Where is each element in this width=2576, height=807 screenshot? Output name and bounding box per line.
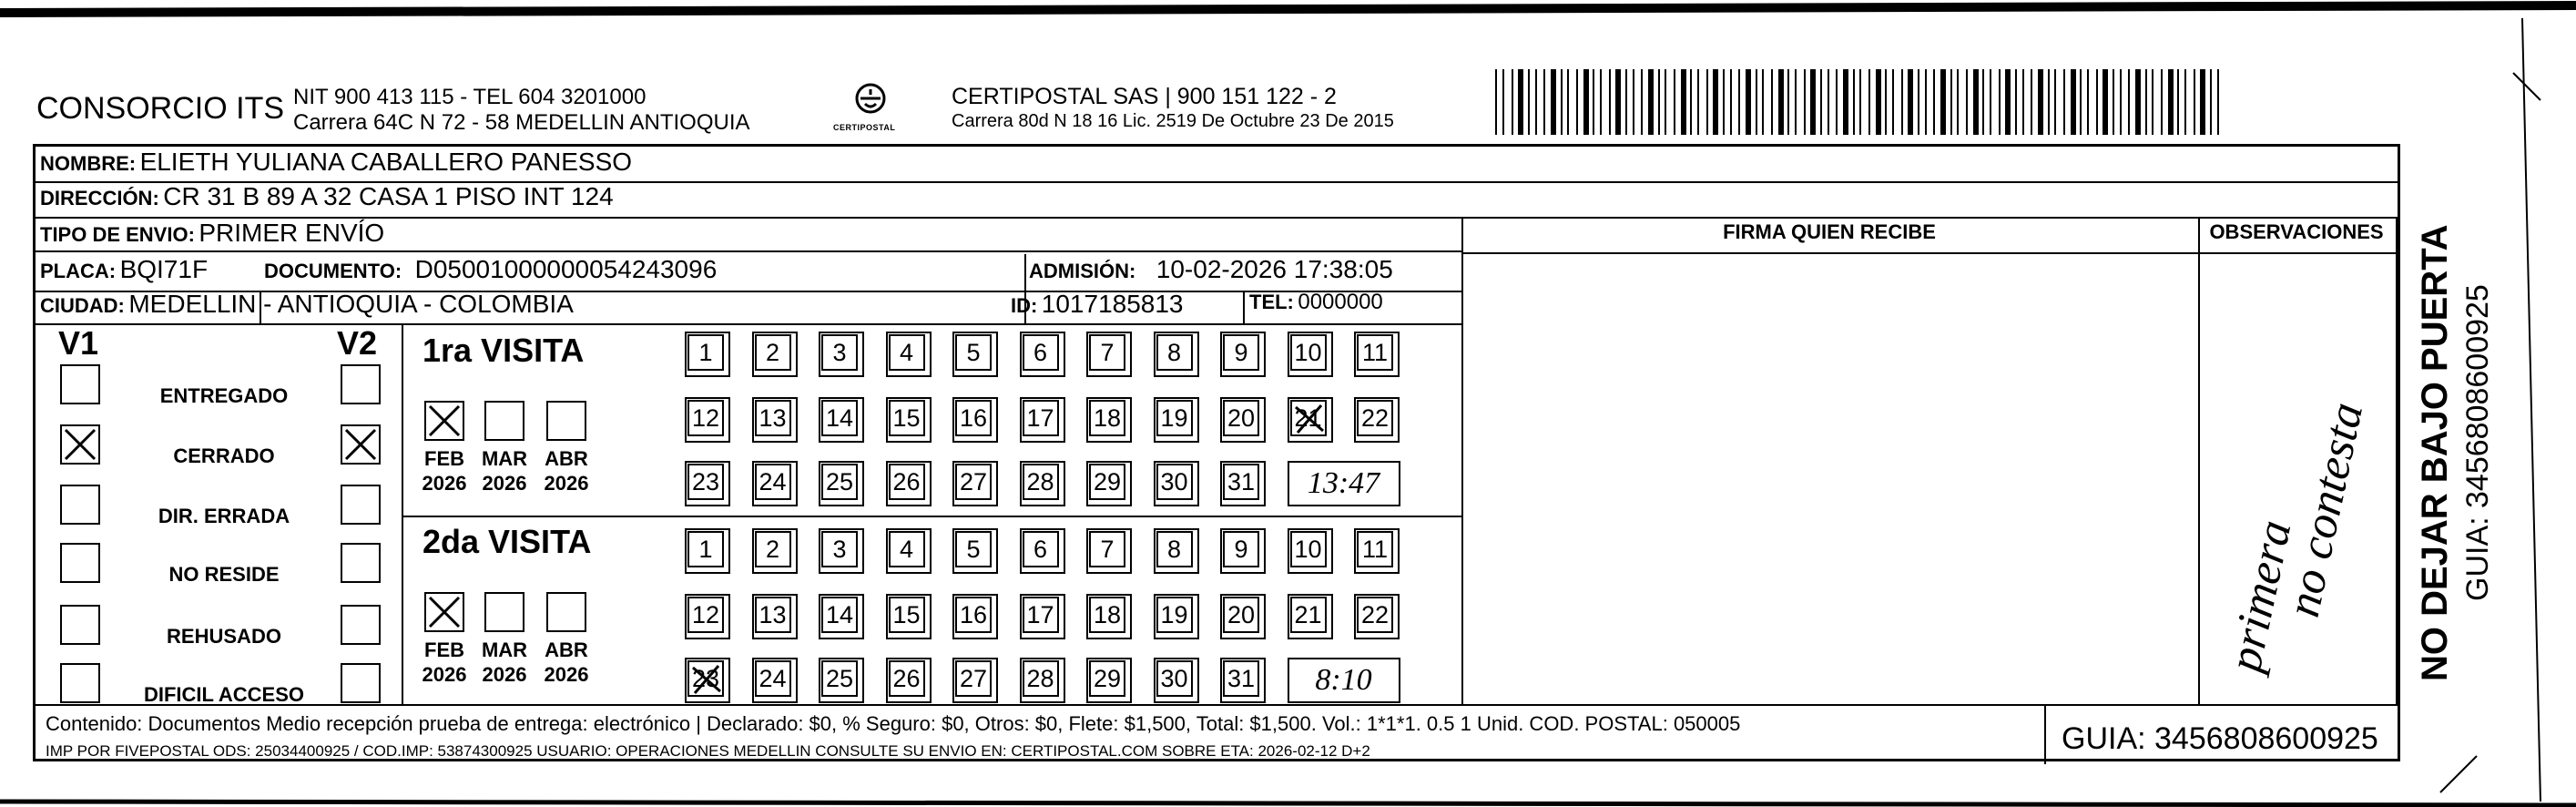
day-checkbox[interactable]: 15 — [889, 400, 925, 436]
day-checkbox[interactable]: 6 — [1023, 334, 1059, 371]
day-checkbox[interactable]: 13 — [755, 597, 791, 633]
status-label: NO RESIDE — [168, 563, 280, 586]
handwritten-observation-1: primera — [2218, 516, 2302, 677]
second-visit-title: 2da VISITA — [423, 523, 592, 560]
month-label: ABR 2026 — [544, 638, 589, 686]
day-checkbox[interactable]: 14 — [821, 400, 858, 436]
day-checkbox[interactable]: 8 — [1156, 531, 1193, 567]
status-label: DIFICIL ACCESO — [143, 683, 304, 706]
imp-text: IMP POR FIVEPOSTAL ODS: 25034400925 / COD.IMP: 53874300925 USUARIO: OPERACIONES MEDELLIN CONSULTE SU ENVIO EN: CERTIPOSTAL.COM SOBRE ETA: 2026-02-12 D+2 — [46, 742, 1370, 760]
tel-value: 0000000 — [1298, 290, 1383, 314]
month-label: ABR 2026 — [544, 447, 589, 495]
certipostal-info: CERTIPOSTAL SAS | 900 151 122 - 2 — [952, 84, 1337, 109]
ciudad-label: CIUDAD: — [40, 294, 125, 317]
day-checkbox[interactable]: 25 — [821, 660, 858, 697]
day-checkbox[interactable]: 26 — [889, 464, 925, 500]
contenido-text: Contenido: Documentos Medio recepción prueba de entrega: electrónico | Declarado: $0, % Seguro: $0, Otros: $0, Flete: $1,500, Total: $1,500. Vol.: 1*1*1. 0.5 1 Unid. COD. POSTAL: 050005 — [46, 712, 1741, 735]
day-checkbox[interactable]: 10 — [1290, 531, 1327, 567]
day-checkbox[interactable]: 4 — [889, 334, 925, 371]
day-checkbox[interactable]: 20 — [1223, 597, 1259, 633]
day-checkbox[interactable]: 27 — [955, 464, 992, 500]
documento-value: D05001000000054243096 — [414, 255, 718, 283]
ciudad-value: MEDELLIN - ANTIOQUIA - COLOMBIA — [128, 290, 574, 318]
day-checkbox[interactable]: 5 — [955, 531, 992, 567]
day-checkbox[interactable]: 19 — [1156, 400, 1193, 436]
day-checkbox[interactable]: 1 — [687, 531, 724, 567]
day-checkbox[interactable]: 12 — [687, 597, 724, 633]
day-checkbox[interactable]: 30 — [1156, 660, 1193, 697]
day-checkbox[interactable]: 31 — [1223, 464, 1259, 500]
day-checkbox[interactable]: 24 — [755, 660, 791, 697]
status-label: CERRADO — [173, 444, 275, 467]
month-label: FEB 2026 — [422, 447, 467, 495]
month-label: FEB 2026 — [422, 638, 467, 686]
time-field[interactable]: 13:47 — [1288, 461, 1400, 506]
day-checkbox[interactable]: 23 — [687, 464, 724, 500]
day-checkbox[interactable]: 24 — [755, 464, 791, 500]
tipo-value: PRIMER ENVÍO — [199, 219, 385, 247]
month-label: MAR 2026 — [481, 447, 528, 495]
company-name: CONSORCIO ITS — [36, 91, 285, 126]
direccion-label: DIRECCIÓN: — [40, 187, 159, 209]
status-label: DIR. ERRADA — [158, 505, 290, 527]
status-label: ENTREGADO — [159, 384, 289, 407]
day-checkbox[interactable]: 16 — [955, 400, 992, 436]
status-label: REHUSADO — [167, 625, 281, 648]
day-checkbox[interactable]: 21 — [1290, 597, 1327, 633]
day-checkbox[interactable]: 3 — [821, 531, 858, 567]
day-checkbox[interactable]: 7 — [1089, 531, 1125, 567]
certipostal-address: Carrera 80d N 18 16 Lic. 2519 De Octubre 23 De 2015 — [952, 111, 1394, 131]
id-value: 1017185813 — [1041, 290, 1184, 318]
day-checkbox[interactable]: 9 — [1223, 334, 1259, 371]
day-checkbox[interactable]: 18 — [1089, 597, 1125, 633]
handwritten-observation-2: no contesta — [2276, 398, 2374, 622]
first-visit-title: 1ra VISITA — [423, 332, 585, 369]
placa-label: PLACA: — [40, 260, 117, 282]
side-guia: GUIA: 3456808600925 — [2460, 284, 2495, 601]
day-checkbox[interactable]: 25 — [821, 464, 858, 500]
tel-label: TEL: — [1249, 291, 1294, 313]
day-checkbox[interactable]: 15 — [889, 597, 925, 633]
firma-header: FIRMA QUIEN RECIBE — [1723, 220, 1936, 243]
company-nit: NIT 900 413 115 - TEL 604 3201000 — [293, 85, 647, 109]
documento-label: DOCUMENTO: — [264, 260, 402, 282]
day-checkbox[interactable]: 20 — [1223, 400, 1259, 436]
day-checkbox[interactable]: 21 — [1290, 400, 1327, 436]
day-checkbox[interactable]: 2 — [755, 531, 791, 567]
day-checkbox[interactable]: 2 — [755, 334, 791, 371]
day-checkbox[interactable]: 1 — [687, 334, 724, 371]
month-label: MAR 2026 — [481, 638, 528, 686]
v1-header: V1 — [58, 324, 99, 362]
day-checkbox[interactable]: 7 — [1089, 334, 1125, 371]
company-address: Carrera 64C N 72 - 58 MEDELLIN ANTIOQUIA — [293, 110, 750, 135]
day-checkbox[interactable]: 11 — [1357, 531, 1393, 567]
day-checkbox[interactable]: 16 — [955, 597, 992, 633]
day-checkbox[interactable]: 31 — [1223, 660, 1259, 697]
day-checkbox[interactable]: 27 — [955, 660, 992, 697]
day-checkbox[interactable]: 10 — [1290, 334, 1327, 371]
day-checkbox[interactable]: 12 — [687, 400, 724, 436]
admision-label: ADMISIÓN: — [1029, 260, 1136, 282]
placa-value: BQI71F — [119, 255, 209, 283]
day-checkbox[interactable]: 22 — [1357, 597, 1393, 633]
v2-header: V2 — [337, 324, 378, 362]
day-checkbox[interactable]: 14 — [821, 597, 858, 633]
tipo-label: TIPO DE ENVIO: — [40, 223, 195, 246]
side-warning: NO DEJAR BAJO PUERTA — [2415, 224, 2455, 681]
day-checkbox[interactable]: 9 — [1223, 531, 1259, 567]
logo-text: CERTIPOSTAL — [833, 123, 896, 132]
id-label: ID: — [1011, 294, 1038, 317]
day-checkbox[interactable]: 29 — [1089, 464, 1125, 500]
day-checkbox[interactable]: 8 — [1156, 334, 1193, 371]
admision-value: 10-02-2026 17:38:05 — [1156, 255, 1393, 283]
day-checkbox[interactable]: 5 — [955, 334, 992, 371]
observaciones-header: OBSERVACIONES — [2209, 220, 2384, 243]
day-checkbox[interactable]: 19 — [1156, 597, 1193, 633]
direccion-value: CR 31 B 89 A 32 CASA 1 PISO INT 124 — [163, 182, 614, 210]
day-checkbox[interactable]: 28 — [1023, 464, 1059, 500]
day-checkbox[interactable]: 6 — [1023, 531, 1059, 567]
day-checkbox[interactable]: 18 — [1089, 400, 1125, 436]
day-checkbox[interactable]: 17 — [1023, 400, 1059, 436]
day-checkbox[interactable]: 28 — [1023, 660, 1059, 697]
day-checkbox[interactable]: 17 — [1023, 597, 1059, 633]
day-checkbox[interactable]: 11 — [1357, 334, 1393, 371]
day-checkbox[interactable]: 4 — [889, 531, 925, 567]
day-checkbox[interactable]: 13 — [755, 400, 791, 436]
day-checkbox[interactable]: 29 — [1089, 660, 1125, 697]
nombre-label: NOMBRE: — [40, 152, 137, 175]
nombre-value: ELIETH YULIANA CABALLERO PANESSO — [139, 148, 633, 176]
day-checkbox[interactable]: 3 — [821, 334, 858, 371]
footer-guia: GUIA: 3456808600925 — [2062, 721, 2378, 756]
day-checkbox[interactable]: 23 — [687, 660, 724, 697]
time-field[interactable]: 8:10 — [1288, 658, 1400, 703]
day-checkbox[interactable]: 22 — [1357, 400, 1393, 436]
day-checkbox[interactable]: 26 — [889, 660, 925, 697]
day-checkbox[interactable]: 30 — [1156, 464, 1193, 500]
